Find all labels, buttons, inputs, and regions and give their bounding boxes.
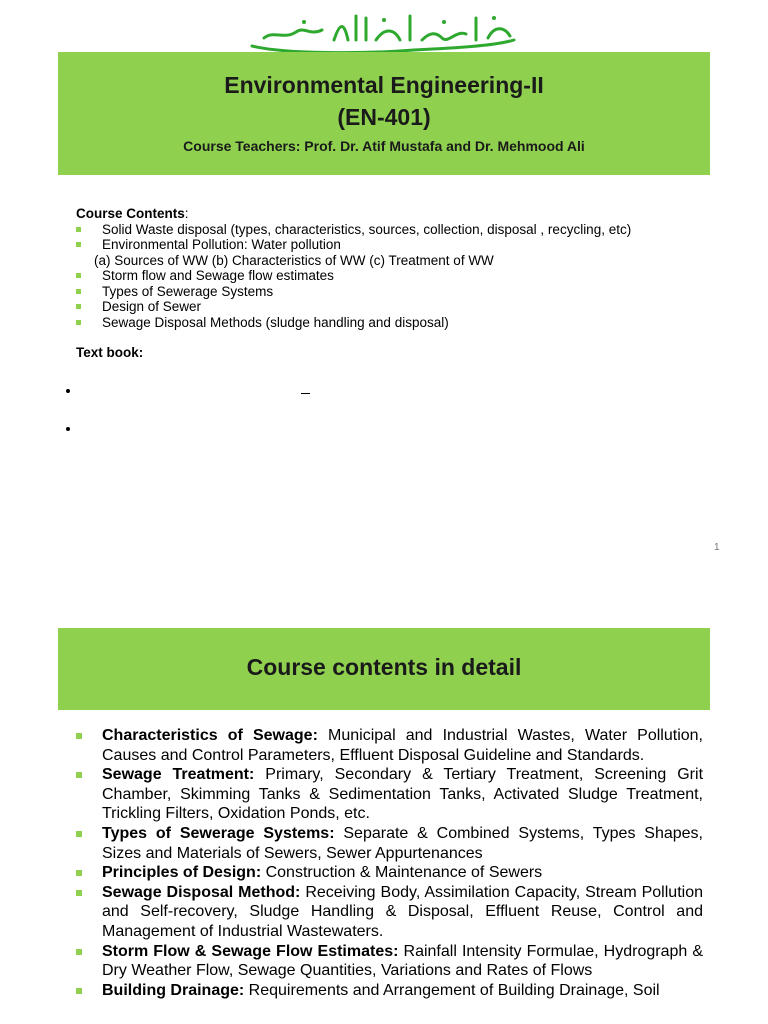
course-title: Environmental Engineering-II [224, 72, 544, 98]
list-item: Types of Sewerage Systems: Separate & Combined Systems, Types Shapes, Sizes and Materials of Sewers, Sewer Appurtenances [76, 824, 703, 863]
list-item: Building Drainage: Requirements and Arrangement of Building Drainage, Soil [76, 981, 703, 1001]
list-item: Principles of Design: Construction & Maintenance of Sewers [76, 863, 703, 883]
bullet-square-icon [76, 273, 81, 278]
list-item: Design of Sewer [76, 299, 716, 315]
bullet-square-icon [76, 304, 81, 309]
list-item: Environmental Pollution: Water pollution [76, 237, 716, 253]
dash-mark [301, 393, 310, 394]
bullet-square-icon [76, 772, 82, 778]
list-item: Storm flow and Sewage flow estimates [76, 268, 716, 284]
title-banner [58, 52, 710, 175]
list-item: Types of Sewerage Systems [76, 284, 716, 300]
bullet-square-icon [76, 320, 81, 325]
bullet-square-icon [76, 227, 81, 232]
list-item: Sewage Disposal Methods (sludge handling and disposal) [76, 315, 716, 331]
calligraphy-banner [244, 10, 520, 54]
bullet-square-icon [76, 949, 82, 955]
bullet-dot-icon [66, 389, 70, 393]
bullet-square-icon [76, 831, 82, 837]
list-item: Characteristics of Sewage: Municipal and Industrial Wastes, Water Pollution, Causes and Control Parameters, Effluent Disposal Guideline and Standards. [76, 726, 703, 765]
bullet-square-icon [76, 242, 81, 247]
course-contents-heading: Course Contents [76, 206, 185, 221]
course-code: (EN-401) [337, 104, 431, 130]
page-number: 1 [714, 542, 720, 553]
course-contents-list-continued [76, 268, 716, 330]
bullet-square-icon [76, 988, 82, 994]
list-item: Solid Waste disposal (types, characteristics, sources, collection, disposal , recycling, etc) [76, 222, 716, 238]
bullet-square-icon [76, 890, 82, 896]
wastewater-subtopics: (a) Sources of WW (b) Characteristics of WW (c) Treatment of WW [94, 252, 494, 268]
course-contents-heading-row [76, 206, 716, 222]
course-contents-colon: : [184, 206, 189, 221]
detail-title: Course contents in detail [246, 654, 522, 680]
list-item: Sewage Disposal Method: Receiving Body, Assimilation Capacity, Stream Pollution and Self-recovery, Sludge Handling & Disposal, Effluent Reuse, Control and Management of Industrial Wastewaters. [76, 883, 703, 942]
course-contents-list [76, 222, 716, 253]
bullet-square-icon [76, 289, 81, 294]
textbook-label: Text book: [76, 345, 144, 360]
bullet-square-icon [76, 870, 82, 876]
course-contents [76, 206, 716, 330]
bullet-dot-icon [66, 427, 70, 431]
list-item: Storm Flow & Sewage Flow Estimates: Rainfall Intensity Formulae, Hydrograph & Dry Weather Flow, Sewage Quantities, Variations and Rates of Flows [76, 942, 703, 981]
detailed-contents [76, 726, 703, 1000]
list-item: Sewage Treatment: Primary, Secondary & Tertiary Treatment, Screening Grit Chamber, Skimming Tanks & Sedimentation Tanks, Activated Sludge Treatment, Trickling Filters, Oxidation Ponds, etc. [76, 765, 703, 824]
bullet-square-icon [76, 733, 82, 739]
course-teachers: Course Teachers: Prof. Dr. Atif Mustafa and Dr. Mehmood Ali [183, 138, 585, 154]
detailed-contents-list [76, 726, 703, 1000]
detail-banner [58, 628, 710, 710]
